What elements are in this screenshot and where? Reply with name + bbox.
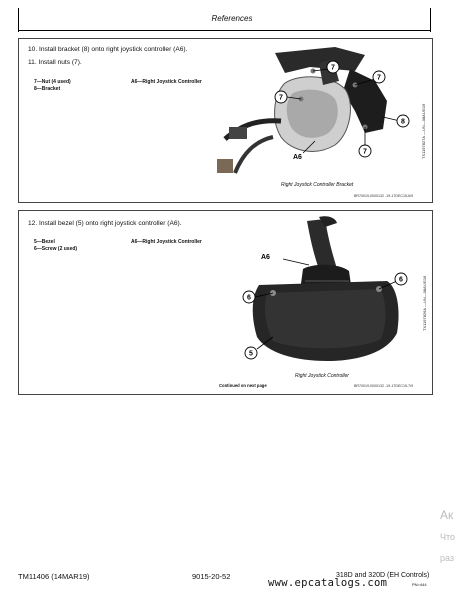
callout-nut-1-label: 7 (331, 64, 335, 72)
legend-item-controller: A6—Right Joystick Controller (131, 79, 202, 85)
watermark-line-1: Ак (440, 508, 454, 522)
figure-1-reference: BR70019,0000132 -19-17DEC15-6/9 (354, 194, 414, 198)
legend-item-bezel: 5—Bezel (34, 239, 55, 245)
callout-bracket (397, 115, 409, 127)
callout-nut-3 (275, 91, 287, 103)
callout-nut-2-label: 7 (377, 74, 381, 82)
continued-note: Continued on next page (219, 383, 267, 388)
legend-item-screw: 6—Screw (2 used) (34, 246, 78, 252)
figure-2-id: TX1197826A —UN—08AUG16 (422, 275, 427, 331)
callout-screw-1 (243, 291, 255, 303)
callout-nut-2 (373, 71, 385, 83)
callout-nut-4-label: 7 (363, 148, 367, 156)
callout-controller-a6: A6 (293, 154, 302, 161)
instruction-panel-2 (18, 210, 433, 395)
callout-bezel (245, 347, 257, 359)
footer-site-link[interactable]: www.epcatalogs.com (268, 577, 388, 589)
step-10-text: 10. Install bracket (8) onto right joystick controller (A6). (28, 46, 188, 53)
callout-screw-2-label: 6 (399, 276, 403, 284)
step-12-text: 12. Install bezel (5) onto right joystick controller (A6). (28, 220, 182, 227)
figure-1-caption: Right Joystick Controller Bracket (281, 182, 354, 188)
callout-nut-3-label: 7 (279, 94, 283, 102)
footer-model: 318D and 320D (EH Controls) (336, 572, 430, 579)
step-11-text: 11. Install nuts (7). (28, 59, 82, 66)
footer-page-number: PN=444 (412, 582, 427, 587)
watermark-line-3: раз (440, 553, 455, 563)
footer-manual-id: TM11406 (14MAR19) (18, 572, 90, 581)
watermark-line-2: Что (440, 532, 456, 542)
legend-item-nut: 7—Nut (4 used) (34, 79, 71, 85)
legend-item-bracket: 8—Bracket (34, 86, 61, 92)
bezel-illustration (237, 213, 413, 371)
bracket-illustration-svg (215, 41, 413, 181)
header-underline (18, 30, 431, 31)
legend-item-controller-2: A6—Right Joystick Controller (131, 239, 202, 245)
page-header-title: References (211, 14, 253, 23)
figure-2-reference: BR70019,0000132 -19-17DEC15-7/9 (354, 384, 414, 388)
callout-bezel-label: 5 (249, 350, 253, 358)
figure-2-caption: Right Joystick Controller (295, 373, 349, 379)
figure-1-id: TX1197827A —UN—08AUG16 (421, 103, 426, 159)
bezel-illustration-svg (237, 213, 413, 371)
instruction-panel-1 (18, 38, 433, 203)
callout-controller-a6-2: A6 (261, 254, 270, 261)
callout-screw-1-label: 6 (247, 294, 251, 302)
callout-bracket-label: 8 (401, 118, 405, 126)
callout-screw-2 (395, 273, 407, 285)
footer-page-code: 9015-20-52 (192, 572, 231, 581)
callout-nut-4 (359, 145, 371, 157)
callout-nut-1 (327, 61, 339, 73)
bracket-illustration (215, 41, 413, 181)
